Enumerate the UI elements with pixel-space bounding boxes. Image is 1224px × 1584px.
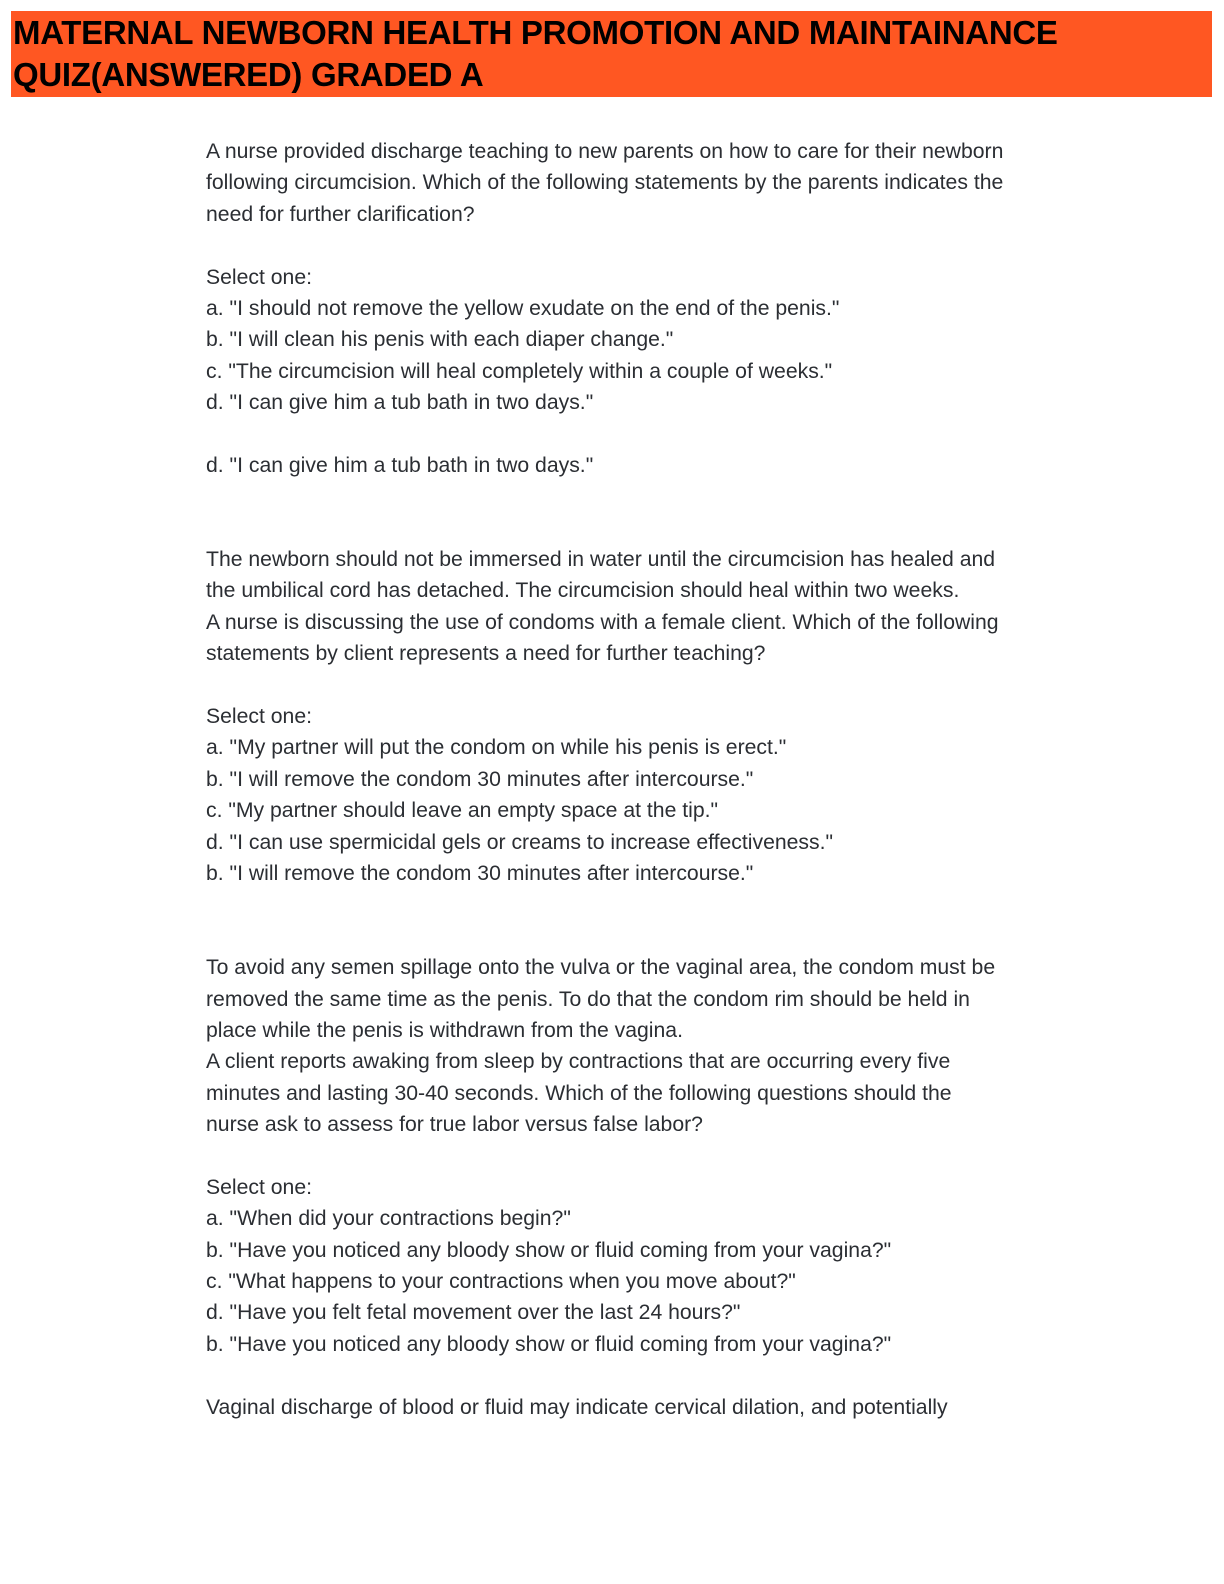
title-line-1: MATERNAL NEWBORN HEALTH PROMOTION AND MAINTAINANCE: [13, 14, 1058, 51]
text-line: A nurse provided discharge teaching to new parents on how to care for their newborn: [206, 140, 1004, 163]
text-line: d. "I can use spermicidal gels or creams to increase effectiveness.": [206, 830, 834, 854]
blank-line: [206, 481, 1126, 512]
blank-line: [206, 230, 1126, 261]
text-line: To avoid any semen spillage onto the vulva or the vaginal area, the condom must be: [206, 956, 996, 980]
text-line: Vaginal discharge of blood or fluid may indicate cervical dilation, and potentially: [206, 1395, 948, 1419]
title-line-2: QUIZ(ANSWERED) GRADED A: [13, 56, 484, 93]
text-line: d. "I can give him a tub bath in two days.": [206, 453, 594, 477]
text-line: A client reports awaking from sleep by contractions that are occurring every five: [206, 1050, 951, 1074]
blank-line: [206, 1360, 1126, 1391]
document-title: [13, 12, 1058, 96]
text-line: b. "I will clean his penis with each diaper change.": [206, 328, 674, 352]
blank-line: [206, 921, 1126, 952]
text-line: Select one:: [206, 265, 313, 289]
text-line: c. "What happens to your contractions when you move about?": [206, 1270, 796, 1294]
text-line: nurse ask to assess for true labor versus false labor?: [206, 1113, 703, 1137]
text-line: minutes and lasting 30-40 seconds. Which of the following questions should the: [206, 1081, 952, 1105]
text-line: place while the penis is withdrawn from the vagina.: [206, 1018, 683, 1042]
text-line: b. "Have you noticed any bloody show or fluid coming from your vagina?": [206, 1332, 892, 1356]
text-line: a. "I should not remove the yellow exudate on the end of the penis.": [206, 296, 840, 320]
text-line: removed the same time as the penis. To do that the condom rim should be held in: [206, 987, 970, 1011]
blank-line: [206, 889, 1126, 920]
text-line: c. "My partner should leave an empty space at the tip.": [206, 799, 719, 823]
text-line: The newborn should not be immersed in water until the circumcision has healed and: [206, 548, 996, 572]
blank-line: [206, 419, 1126, 450]
text-line: following circumcision. Which of the following statements by the parents indicates the: [206, 171, 1004, 195]
text-line: Select one:: [206, 1175, 313, 1199]
text-line: A nurse is discussing the use of condoms with a female client. Which of the following: [206, 610, 999, 634]
text-line: Select one:: [206, 705, 313, 729]
document-body: [206, 136, 1126, 1423]
document-title-banner: [11, 11, 1212, 97]
text-line: b. "I will remove the condom 30 minutes after intercourse.": [206, 861, 754, 885]
text-line: b. "Have you noticed any bloody show or fluid coming from your vagina?": [206, 1238, 892, 1262]
text-line: the umbilical cord has detached. The circumcision should heal within two weeks.: [206, 579, 960, 603]
blank-line: [206, 670, 1126, 701]
text-line: a. "My partner will put the condom on while his penis is erect.": [206, 736, 787, 760]
text-line: b. "I will remove the condom 30 minutes after intercourse.": [206, 767, 754, 791]
text-line: statements by client represents a need for further teaching?: [206, 642, 766, 666]
text-line: d. "Have you felt fetal movement over the last 24 hours?": [206, 1301, 741, 1325]
text-line: a. "When did your contractions begin?": [206, 1207, 571, 1231]
blank-line: [206, 1141, 1126, 1172]
text-line: d. "I can give him a tub bath in two days.": [206, 391, 594, 415]
blank-line: [206, 513, 1126, 544]
text-line: c. "The circumcision will heal completely within a couple of weeks.": [206, 359, 833, 383]
text-line: need for further clarification?: [206, 202, 475, 226]
